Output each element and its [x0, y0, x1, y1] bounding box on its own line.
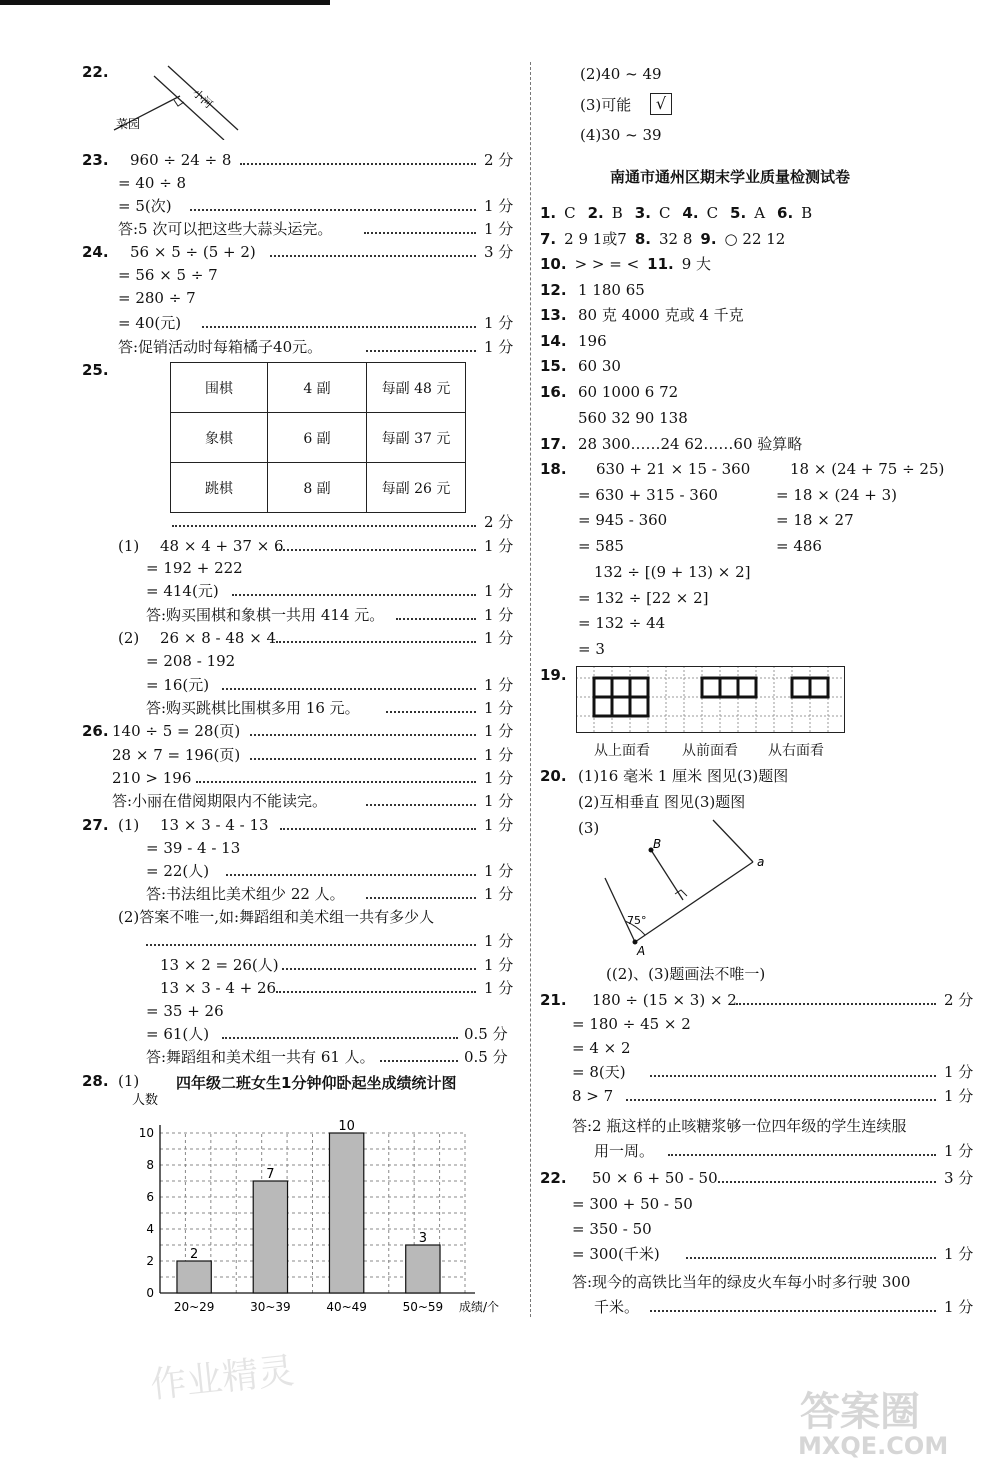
score-leader: [240, 163, 476, 165]
q26-line3: 210 > 196: [112, 769, 192, 787]
answer-number: 7.: [540, 230, 557, 248]
score-leader: [190, 209, 476, 211]
a18-c2-0: 18 × (24 + 75 ÷ 25): [790, 460, 945, 478]
y-tick-label: 10: [138, 1126, 154, 1140]
answer-value: ○ 22 12: [724, 230, 786, 248]
a19-number: 19.: [540, 666, 567, 684]
q27-number: 27.: [82, 816, 109, 834]
q26-line1: 140 ÷ 5 = 28(页): [112, 722, 241, 740]
q23-score1: 2 分: [484, 151, 514, 169]
watermark-brand: 答案圈: [800, 1389, 920, 1435]
ray-a: [635, 862, 753, 942]
a22-number: 22.: [540, 1169, 567, 1187]
q25-a2: = 192 + 222: [146, 559, 243, 577]
q24-number: 24.: [82, 243, 109, 261]
top-rule: [0, 0, 330, 5]
a22-score1: 3 分: [944, 1169, 974, 1187]
data-label: 3: [418, 1231, 428, 1246]
q27-answer2: 答:舞蹈组和美术组一共有 61 人。: [146, 1048, 375, 1066]
a21-line7: 用一周。: [594, 1142, 655, 1160]
q27-line5: (2)答案不唯一,如:舞蹈组和美术组一共有多少人: [118, 908, 435, 926]
three-views-grid: [576, 666, 846, 734]
q25-sa1: 1 分: [484, 537, 514, 555]
x-tick-label: 50~59: [402, 1300, 444, 1314]
q23-score3: 1 分: [484, 197, 514, 215]
score-leader: [276, 991, 476, 993]
q25-part2-label: (2): [118, 629, 140, 647]
score-leader: [222, 1037, 458, 1039]
table-cell: 每副 26 元: [367, 463, 466, 513]
q27-line7: 13 × 3 - 4 + 26: [160, 979, 277, 997]
q24-line3: = 280 ÷ 7: [118, 289, 196, 307]
q25-b1: 26 × 8 - 48 × 4: [160, 629, 277, 647]
chart-title: 四年级二班女生1分钟仰卧起坐成绩统计图: [176, 1074, 457, 1092]
q26-score3: 1 分: [484, 769, 514, 787]
q27-score6: 1 分: [484, 956, 514, 974]
q28-part1-label: (1): [118, 1072, 140, 1090]
a22-score4: 1 分: [944, 1245, 974, 1263]
table-cell: 8 副: [268, 463, 367, 513]
table-row: [171, 363, 466, 413]
a14-text: 196: [578, 332, 607, 350]
q25-a1: 48 × 4 + 37 × 6: [160, 537, 284, 555]
a18-c3-1: = 132 ÷ [22 × 2]: [578, 589, 709, 607]
q27-line6: 13 × 2 = 26(人): [160, 956, 279, 974]
score-leader: [226, 874, 476, 876]
a13-text: 80 克 4000 克或 4 千克: [578, 306, 744, 324]
score-leader: [196, 781, 476, 783]
score-leader: [650, 1310, 936, 1312]
q24-score1: 3 分: [484, 243, 514, 261]
a22-line5: 答:现今的高铁比当年的绿皮火车每小时多行驶 300: [572, 1273, 911, 1291]
q25-sa3: 1 分: [484, 582, 514, 600]
q25-table: [170, 362, 466, 513]
q23-line3: = 5(次): [118, 197, 172, 215]
x-axis-label: 成绩/个: [459, 1300, 500, 1314]
answers-10-11: [540, 254, 719, 274]
y-tick-label: 0: [146, 1286, 154, 1300]
answer-number: 5.: [730, 204, 747, 222]
bar-30~39: [253, 1181, 287, 1293]
svg-text:A: A: [637, 944, 646, 958]
q23-line1: 960 ÷ 24 ÷ 8: [130, 151, 232, 169]
y-tick-label: 8: [146, 1158, 154, 1172]
answer-number: 2.: [587, 204, 604, 222]
answer-value: B: [801, 204, 813, 222]
a18-c1-3: = 585: [578, 537, 624, 555]
bar-chart: [110, 1088, 530, 1320]
score-leader: [366, 897, 476, 899]
svg-text:B: B: [653, 837, 662, 851]
score-leader: [276, 641, 476, 643]
q25-a3: = 414(元): [146, 582, 219, 600]
q26-answer: 答:小丽在借阅期限内不能读完。: [112, 792, 328, 810]
score-leader: [202, 326, 476, 328]
a20-line1: (1)16 毫米 1 厘米 图见(3)题图: [578, 767, 789, 785]
a18-c2-3: = 486: [776, 537, 822, 555]
a20-note: ((2)、(3)题画法不唯一): [606, 965, 766, 983]
table-cell: 跳棋: [171, 463, 268, 513]
q25-b2: = 208 - 192: [146, 652, 236, 670]
q27-score1: 1 分: [484, 816, 514, 834]
table-cell: 每副 48 元: [367, 363, 466, 413]
answer-number: 4.: [682, 204, 699, 222]
score-leader: [686, 1257, 936, 1259]
q22-diagram: [110, 60, 250, 140]
table-cell: 4 副: [268, 363, 367, 413]
table-cell: 围棋: [171, 363, 268, 413]
a21-line4: = 8(天): [572, 1063, 626, 1081]
answer-value: 32 8: [659, 230, 693, 248]
q26-score1: 1 分: [484, 722, 514, 740]
q26-score4: 1 分: [484, 792, 514, 810]
score-leader: [364, 232, 476, 234]
answer-number: 6.: [777, 204, 794, 222]
score-leader: [626, 1099, 936, 1101]
answer-value: A: [754, 204, 766, 222]
score-leader: [172, 525, 476, 527]
svg-text:a: a: [757, 855, 765, 869]
q24-answer: 答:促销活动时每箱橘子40元。: [118, 338, 323, 356]
score-leader: [146, 944, 476, 946]
score-leader: [232, 594, 476, 596]
answer-value: B: [611, 204, 623, 222]
a21-score4: 1 分: [944, 1063, 974, 1081]
score-leader: [280, 828, 476, 830]
q25-a4: 答:购买围棋和象棋一共用 414 元。: [146, 606, 385, 624]
grid-border: [577, 667, 845, 733]
a18-c3-2: = 132 ÷ 44: [578, 614, 666, 632]
q22-number: 22.: [82, 63, 109, 81]
a18-c1-2: = 945 - 360: [578, 511, 668, 529]
y-tick-label: 2: [146, 1254, 154, 1268]
q23-number: 23.: [82, 151, 109, 169]
score-leader: [668, 1154, 936, 1156]
score-leader: [736, 1003, 936, 1005]
angle-diagram: [595, 818, 775, 958]
q25-sb1: 1 分: [484, 629, 514, 647]
a18-c1-0: 630 + 21 × 15 - 360: [596, 460, 751, 478]
q25-sb4: 1 分: [484, 699, 514, 717]
a22-line3: = 350 - 50: [572, 1220, 652, 1238]
a14-number: 14.: [540, 332, 567, 350]
score-leader: [250, 734, 476, 736]
view-label-front: 从前面看: [682, 743, 738, 759]
score-leader: [276, 549, 476, 551]
table-cell: 6 副: [268, 413, 367, 463]
q24-score5: 1 分: [484, 338, 514, 356]
answer-value: C: [564, 204, 576, 222]
river-label: 小河: [189, 86, 216, 111]
answers-7-9: [540, 229, 793, 249]
r-top-line1: (2)40 ~ 49: [580, 65, 662, 83]
answer-value: 2 9 1或7: [564, 230, 627, 248]
ray-side: [605, 878, 635, 942]
right-angle-mark: [174, 100, 184, 106]
r-top-line2: (3)可能: [580, 96, 632, 114]
q27-score3: 1 分: [484, 862, 514, 880]
answer-number: 10.: [540, 255, 567, 273]
q23-score4: 1 分: [484, 220, 514, 238]
answer-number: 1.: [540, 204, 557, 222]
q23-line2: = 40 ÷ 8: [118, 174, 187, 192]
q25-sb3: 1 分: [484, 676, 514, 694]
answer-value: C: [706, 204, 719, 222]
data-label: 2: [189, 1247, 199, 1262]
a22-line1: 50 × 6 + 50 - 50: [592, 1169, 718, 1187]
score-leader: [650, 1075, 936, 1077]
score-leader: [250, 758, 476, 760]
a18-c2-2: = 18 × 27: [776, 511, 854, 529]
q25-score0: 2 分: [484, 513, 514, 531]
y-axis-label: 人数: [132, 1093, 159, 1108]
a16-text2: 560 32 90 138: [578, 409, 688, 427]
q27-score10: 0.5 分: [464, 1048, 508, 1066]
q28-number: 28.: [82, 1072, 109, 1090]
a17-text: 28 300……24 62……60 验算略: [578, 435, 803, 453]
score-leader: [396, 618, 476, 620]
q27-answer1: 答:书法组比美术组少 22 人。: [146, 885, 345, 903]
a21-line2: = 180 ÷ 45 × 2: [572, 1015, 691, 1033]
a21-line1: 180 ÷ (15 × 3) × 2: [592, 991, 737, 1009]
section-title: 南通市通州区期末学业质量检测试卷: [610, 168, 851, 186]
watermark-left: 作业精灵: [148, 1350, 297, 1407]
table-row: [171, 413, 466, 463]
q25-sa4: 1 分: [484, 606, 514, 624]
a22-score6: 1 分: [944, 1298, 974, 1316]
a22-line6: 千米。: [594, 1298, 640, 1316]
table-cell: 每副 37 元: [367, 413, 466, 463]
x-tick-label: 20~29: [173, 1300, 215, 1314]
q26-line2: 28 × 7 = 196(页): [112, 746, 241, 764]
q25-b4: 答:购买跳棋比围棋多用 16 元。: [146, 699, 360, 717]
score-leader: [366, 350, 476, 352]
a21-score7: 1 分: [944, 1142, 974, 1160]
column-divider: [530, 62, 531, 1317]
a21-line6: 答:2 瓶这样的止咳糖浆够一位四年级的学生连续服: [572, 1117, 907, 1135]
q25-number: 25.: [82, 361, 109, 379]
a22-line2: = 300 + 50 - 50: [572, 1195, 693, 1213]
a18-c1-1: = 630 + 315 - 360: [578, 486, 718, 504]
q27-part1-label: (1): [118, 816, 140, 834]
bar-40~49: [329, 1133, 363, 1293]
a20-line3: (3): [578, 819, 600, 837]
a20-number: 20.: [540, 767, 567, 785]
q27-line1: 13 × 3 - 4 - 13: [160, 816, 269, 834]
answer-value: C: [658, 204, 671, 222]
a12-number: 12.: [540, 281, 567, 299]
q26-score2: 1 分: [484, 746, 514, 764]
q27-score4: 1 分: [484, 885, 514, 903]
check-box: √: [650, 93, 672, 115]
a16-number: 16.: [540, 383, 567, 401]
r-top-line3: (4)30 ~ 39: [580, 126, 662, 144]
view-label-right: 从右面看: [768, 743, 824, 759]
a18-number: 18.: [540, 460, 567, 478]
a21-line5: 8 > 7: [572, 1087, 614, 1105]
svg-text:75°: 75°: [627, 914, 647, 927]
x-tick-label: 40~49: [326, 1300, 367, 1314]
a16-text: 60 1000 6 72: [578, 383, 679, 401]
bar-20~29: [177, 1261, 211, 1293]
a12-text: 1 180 65: [578, 281, 645, 299]
q27-line8: = 35 + 26: [146, 1002, 224, 1020]
q27-line9: = 61(人): [146, 1025, 210, 1043]
q27-line3: = 22(人): [146, 862, 210, 880]
score-leader: [386, 711, 476, 713]
table-cell: 象棋: [171, 413, 268, 463]
a21-number: 21.: [540, 991, 567, 1009]
bar-50~59: [406, 1245, 440, 1293]
answer-value: > > = <: [574, 255, 640, 273]
table-row: [171, 463, 466, 513]
a21-score1: 2 分: [944, 991, 974, 1009]
a18-c2-1: = 18 × (24 + 3): [776, 486, 897, 504]
a21-line3: = 4 × 2: [572, 1039, 631, 1057]
score-leader: [282, 968, 476, 970]
score-leader: [718, 1181, 936, 1183]
q27-score7: 1 分: [484, 979, 514, 997]
a15-number: 15.: [540, 357, 567, 375]
q25-b3: = 16(元): [146, 676, 210, 694]
answers-1-6: [540, 203, 824, 223]
score-leader: [270, 255, 476, 257]
y-tick-label: 6: [146, 1190, 154, 1204]
answer-number: 11.: [647, 255, 674, 273]
data-label: 10: [338, 1119, 355, 1134]
a20-line2: (2)互相垂直 图见(3)题图: [578, 793, 746, 811]
y-tick-label: 4: [146, 1222, 154, 1236]
q25-part1-label: (1): [118, 537, 140, 555]
a13-number: 13.: [540, 306, 567, 324]
score-leader: [222, 688, 476, 690]
q27-score5: 1 分: [484, 932, 514, 950]
q24-line4: = 40(元): [118, 314, 182, 332]
a21-score5: 1 分: [944, 1087, 974, 1105]
answer-number: 9.: [700, 230, 717, 248]
front-view-shape: [702, 678, 756, 697]
watermark-site: MXQE.COM: [798, 1432, 949, 1460]
q27-line2: = 39 - 4 - 13: [146, 839, 241, 857]
score-leader: [366, 804, 476, 806]
perpendicular-B: [651, 850, 683, 900]
answer-number: 3.: [634, 204, 651, 222]
a22-line4: = 300(千米): [572, 1245, 660, 1263]
q27-score9: 0.5 分: [464, 1025, 508, 1043]
garden-label: 菜园: [116, 117, 141, 131]
view-label-top: 从上面看: [594, 743, 650, 759]
data-label: 7: [266, 1167, 275, 1182]
a15-text: 60 30: [578, 357, 621, 375]
score-leader: [380, 1060, 458, 1062]
q24-line2: = 56 × 5 ÷ 7: [118, 266, 218, 284]
extension: [713, 820, 753, 862]
q24-score4: 1 分: [484, 314, 514, 332]
q24-line1: 56 × 5 ÷ (5 + 2): [130, 243, 256, 261]
q23-answer: 答:5 次可以把这些大蒜头运完。: [118, 220, 333, 238]
answer-number: 8.: [634, 230, 651, 248]
q26-number: 26.: [82, 722, 109, 740]
a18-c3-0: 132 ÷ [(9 + 13) × 2]: [594, 563, 751, 581]
x-tick-label: 30~39: [250, 1300, 291, 1314]
a17-number: 17.: [540, 435, 567, 453]
a18-c3-3: = 3: [578, 640, 605, 658]
answer-value: 9 大: [681, 255, 712, 273]
